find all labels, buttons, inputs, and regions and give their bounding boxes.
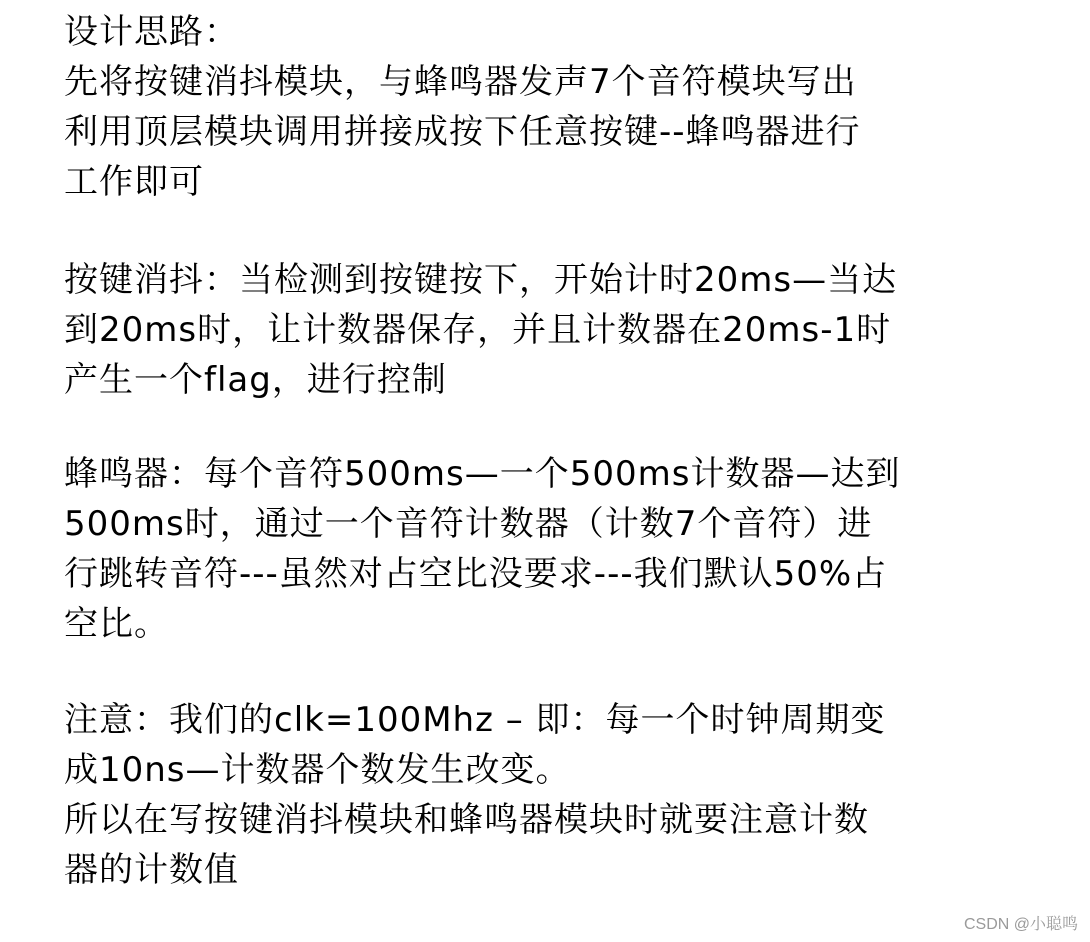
text-line: 500ms时，通过一个音符计数器（计数7个音符）进: [64, 504, 873, 544]
text-line: 利用顶层模块调用拼接成按下任意按键--蜂鸣器进行: [64, 112, 861, 152]
text-line: 先将按键消抖模块，与蜂鸣器发声7个音符模块写出: [64, 62, 857, 102]
text-line: 成10ns—计数器个数发生改变。: [64, 750, 571, 790]
text-line: 空比。: [64, 604, 169, 644]
text-line: 所以在写按键消抖模块和蜂鸣器模块时就要注意计数: [64, 800, 869, 840]
watermark: CSDN @小聪鸣: [963, 916, 1078, 933]
text-line: 注意：我们的clk=100Mhz – 即：每一个时钟周期变: [64, 700, 886, 740]
text-line: 到20ms时，让计数器保存，并且计数器在20ms-1时: [64, 310, 892, 350]
text-line: 按键消抖：当检测到按键按下，开始计时20ms—当达: [64, 260, 898, 300]
text-line: 蜂鸣器：每个音符500ms—一个500ms计数器—达到: [64, 454, 901, 494]
text-line: 设计思路：: [64, 12, 239, 52]
text-line: 工作即可: [64, 162, 204, 202]
text-line: 器的计数值: [64, 850, 239, 890]
text-line: 行跳转音符---虽然对占空比没要求---我们默认50%占: [64, 554, 888, 594]
text-line: 产生一个flag，进行控制: [64, 360, 447, 400]
